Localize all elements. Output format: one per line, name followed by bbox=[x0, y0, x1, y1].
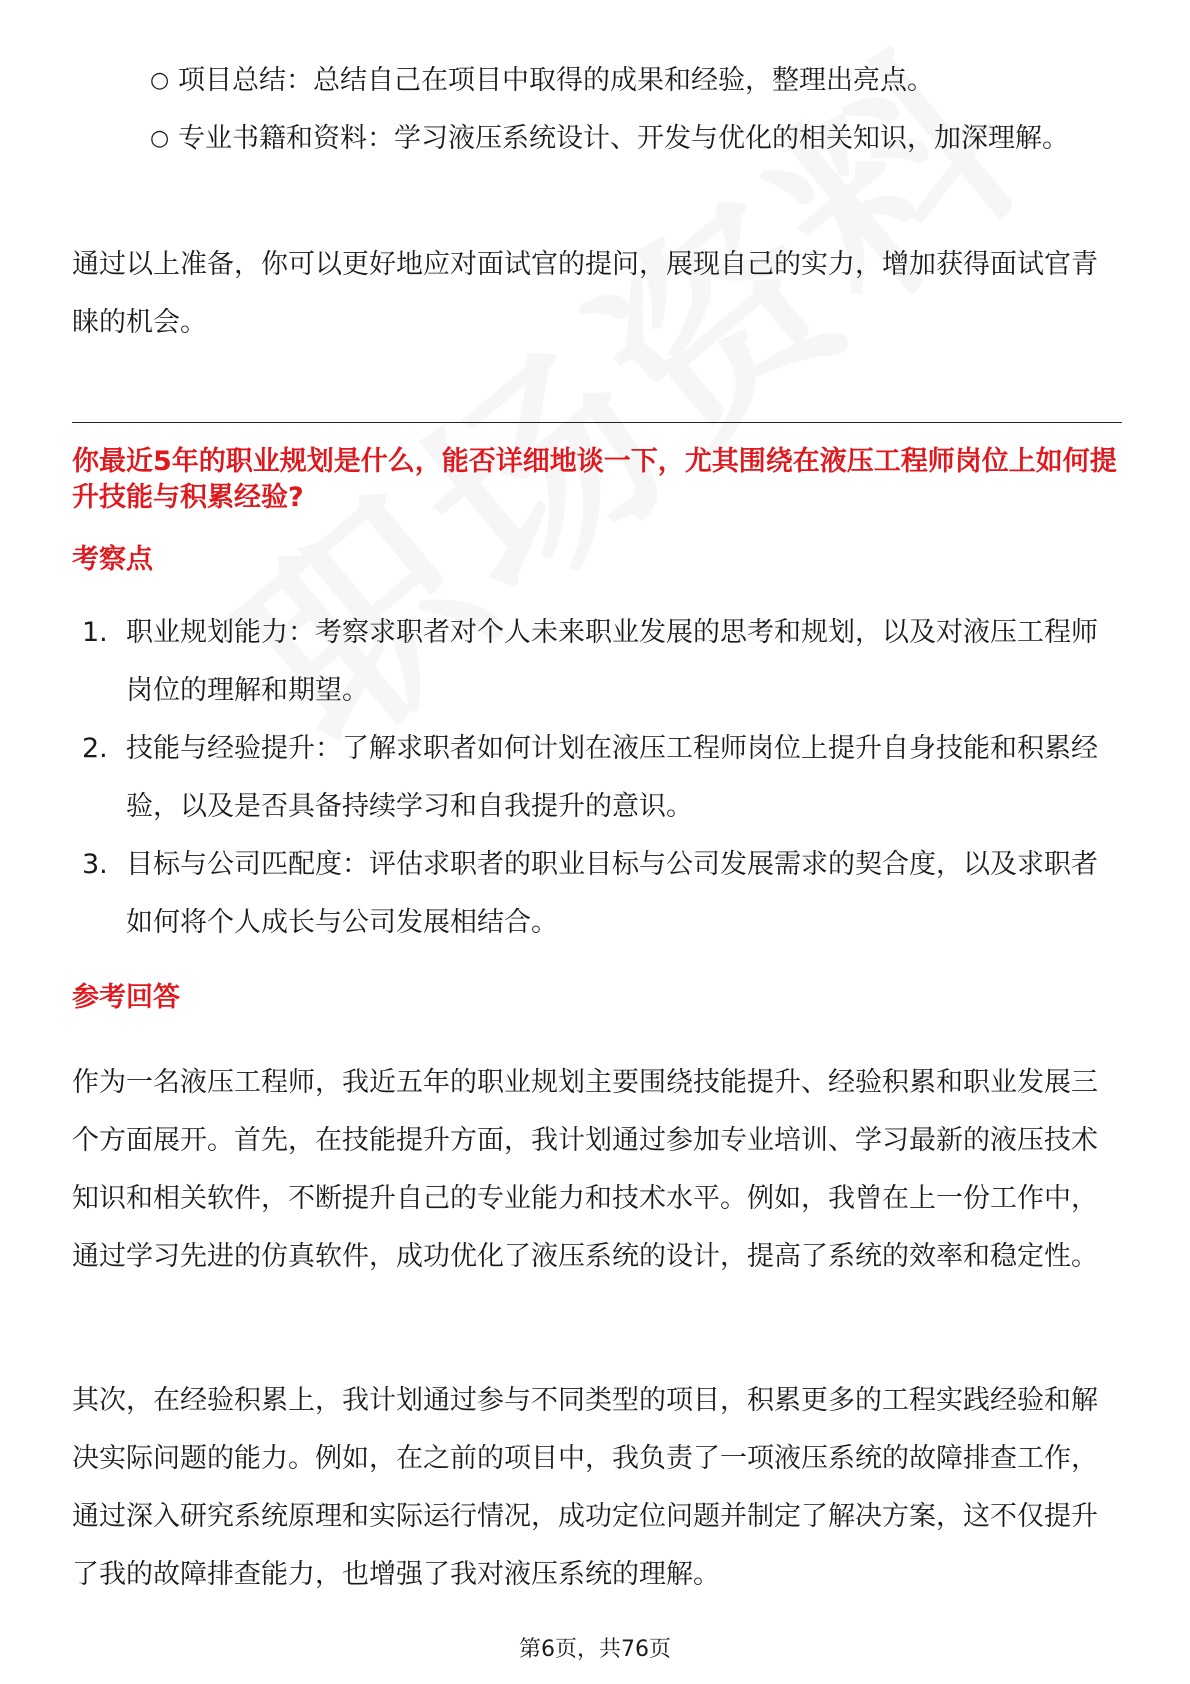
answer-paragraph: 其次，在经验积累上，我计划通过参与不同类型的项目，积累更多的工程实践经验和解决实际问题的能力。例如，在之前的项目中，我负责了一项液压系统的故障排查工作，通过深入研究系统原理和实际运行情况，成功定位问题并制定了解决方案，这不仅提升了我的故障排查能力，也增强了我对液压系统的理解。 bbox=[72, 1385, 1098, 1590]
list-item bbox=[150, 52, 1130, 110]
sub-bullet-list bbox=[150, 52, 1130, 168]
list-item-text: 项目总结：总结自己在项目中取得的成果和经验，整理出亮点。 bbox=[178, 65, 934, 96]
section-divider bbox=[72, 422, 1122, 423]
list-item bbox=[82, 720, 1122, 836]
circle-bullet-icon: ○ bbox=[150, 126, 170, 151]
list-item bbox=[150, 110, 1130, 168]
circle-bullet-icon: ○ bbox=[150, 68, 170, 93]
list-item-text: 目标与公司匹配度：评估求职者的职业目标与公司发展需求的契合度，以及求职者如何将个人成长与公司发展相结合。 bbox=[126, 849, 1098, 938]
closing-paragraph: 通过以上准备，你可以更好地应对面试官的提问，展现自己的实力，增加获得面试官青睐的机会。 bbox=[72, 249, 1098, 338]
list-number: 3. bbox=[82, 849, 108, 880]
list-item bbox=[82, 604, 1122, 720]
list-item bbox=[82, 836, 1122, 952]
list-number: 1. bbox=[82, 617, 108, 648]
page-number-footer: 第6页，共76页 bbox=[519, 1637, 671, 1662]
list-item-text: 专业书籍和资料：学习液压系统设计、开发与优化的相关知识，加深理解。 bbox=[178, 123, 1069, 154]
list-number: 2. bbox=[82, 733, 108, 764]
question-heading: 你最近5年的职业规划是什么，能否详细地谈一下，尤其围绕在液压工程师岗位上如何提升技能与积累经验? bbox=[72, 446, 1117, 513]
focus-points-list bbox=[82, 604, 1122, 952]
answer-paragraph: 作为一名液压工程师，我近五年的职业规划主要围绕技能提升、经验积累和职业发展三个方面展开。首先，在技能提升方面，我计划通过参加专业培训、学习最新的液压技术知识和相关软件，不断提升自己的专业能力和技术水平。例如，我曾在上一份工作中，通过学习先进的仿真软件，成功优化了液压系统的设计，提高了系统的效率和稳定性。 bbox=[72, 1067, 1098, 1272]
list-item-text: 职业规划能力：考察求职者对个人未来职业发展的思考和规划，以及对液压工程师岗位的理解和期望。 bbox=[126, 617, 1098, 706]
focus-points-heading: 考察点 bbox=[72, 544, 153, 575]
reference-answer-heading: 参考回答 bbox=[72, 982, 180, 1013]
list-item-text: 技能与经验提升：了解求职者如何计划在液压工程师岗位上提升自身技能和积累经验，以及是否具备持续学习和自我提升的意识。 bbox=[126, 733, 1098, 822]
